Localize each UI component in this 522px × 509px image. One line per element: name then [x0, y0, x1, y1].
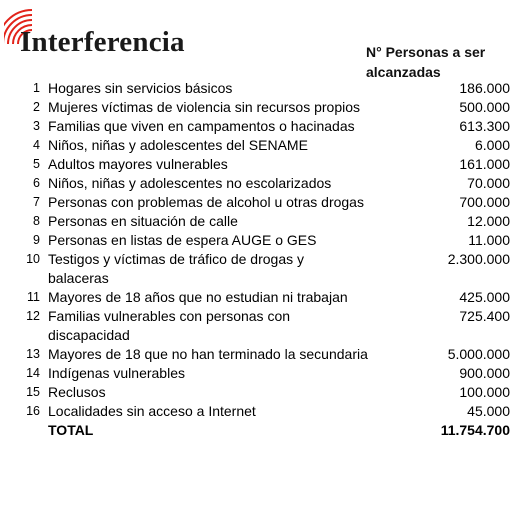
row-label: Familias vulnerables con personas con discapacidad [48, 308, 291, 343]
row-value: 725.400 [459, 308, 510, 324]
table-row [8, 155, 510, 174]
row-label: Niños, niñas y adolescentes del SENAME [48, 137, 308, 153]
table-row [8, 307, 510, 345]
row-number: 4 [33, 138, 40, 152]
table-row [8, 212, 510, 231]
row-number: 14 [26, 366, 40, 380]
row-value: 70.000 [467, 175, 510, 191]
table-row [8, 79, 510, 98]
table-row [8, 231, 510, 250]
row-value: 6.000 [474, 137, 510, 153]
row-label: Personas con problemas de alcohol u otras drogas [48, 194, 364, 210]
table-row [8, 98, 510, 117]
table-row [8, 136, 510, 155]
row-label: Localidades sin acceso a Internet [48, 403, 256, 419]
table-row [8, 117, 510, 136]
table-row [8, 345, 510, 364]
total-row [8, 421, 510, 440]
row-value: 5.000.000 [447, 346, 510, 362]
row-label: Testigos y víctimas de tráfico de drogas y balaceras [48, 251, 304, 286]
table-row [8, 383, 510, 402]
row-label: Personas en listas de espera AUGE o GES [48, 232, 317, 248]
row-label: Familias que viven en campamentos o hacinadas [48, 118, 355, 134]
row-number: 6 [33, 176, 40, 190]
total-label: TOTAL [48, 422, 94, 438]
row-number: 13 [26, 347, 40, 361]
row-value: 161.000 [459, 156, 510, 172]
row-number: 16 [26, 404, 40, 418]
table-row [8, 250, 510, 288]
table-row [8, 193, 510, 212]
row-value: 100.000 [459, 384, 510, 400]
row-value: 45.000 [467, 403, 510, 419]
column-header-personas: N° Personas a ser alcanzadas [366, 44, 486, 80]
row-number: 11 [27, 290, 40, 304]
row-label: Mayores de 18 que no han terminado la secundaria [48, 346, 368, 362]
row-number: 5 [33, 157, 40, 171]
row-label: Mujeres víctimas de violencia sin recursos propios [48, 99, 361, 115]
data-table [8, 79, 510, 440]
row-number: 15 [26, 385, 40, 399]
row-number: 2 [33, 100, 40, 114]
row-number: 8 [33, 214, 40, 228]
row-number: 3 [33, 119, 40, 133]
row-value: 186.000 [459, 80, 510, 96]
total-spacer [8, 421, 48, 440]
table-row [8, 288, 510, 307]
brand-name: Interferencia [20, 26, 185, 58]
row-number: 1 [33, 81, 40, 95]
row-label: Personas en situación de calle [48, 213, 238, 229]
row-label: Indígenas vulnerables [48, 365, 185, 381]
row-value: 700.000 [459, 194, 510, 210]
brand-logo [4, 8, 204, 56]
row-value: 613.300 [459, 118, 510, 134]
row-value: 900.000 [459, 365, 510, 381]
table-row [8, 174, 510, 193]
row-label: Hogares sin servicios básicos [48, 80, 233, 96]
row-value: 11.000 [468, 232, 510, 248]
row-label: Adultos mayores vulnerables [48, 156, 228, 172]
row-number: 7 [33, 195, 40, 209]
row-label: Reclusos [48, 384, 106, 400]
total-value: 11.754.700 [440, 422, 510, 438]
row-label: Niños, niñas y adolescentes no escolarizados [48, 175, 332, 191]
row-label: Mayores de 18 años que no estudian ni trabajan [48, 289, 348, 305]
row-number: 9 [33, 233, 40, 247]
row-number: 12 [26, 309, 40, 323]
row-value: 425.000 [459, 289, 510, 305]
row-value: 12.000 [467, 213, 510, 229]
table-row [8, 402, 510, 421]
row-number: 10 [26, 252, 40, 266]
table-row [8, 364, 510, 383]
row-value: 2.300.000 [447, 251, 510, 267]
row-value: 500.000 [459, 99, 510, 115]
